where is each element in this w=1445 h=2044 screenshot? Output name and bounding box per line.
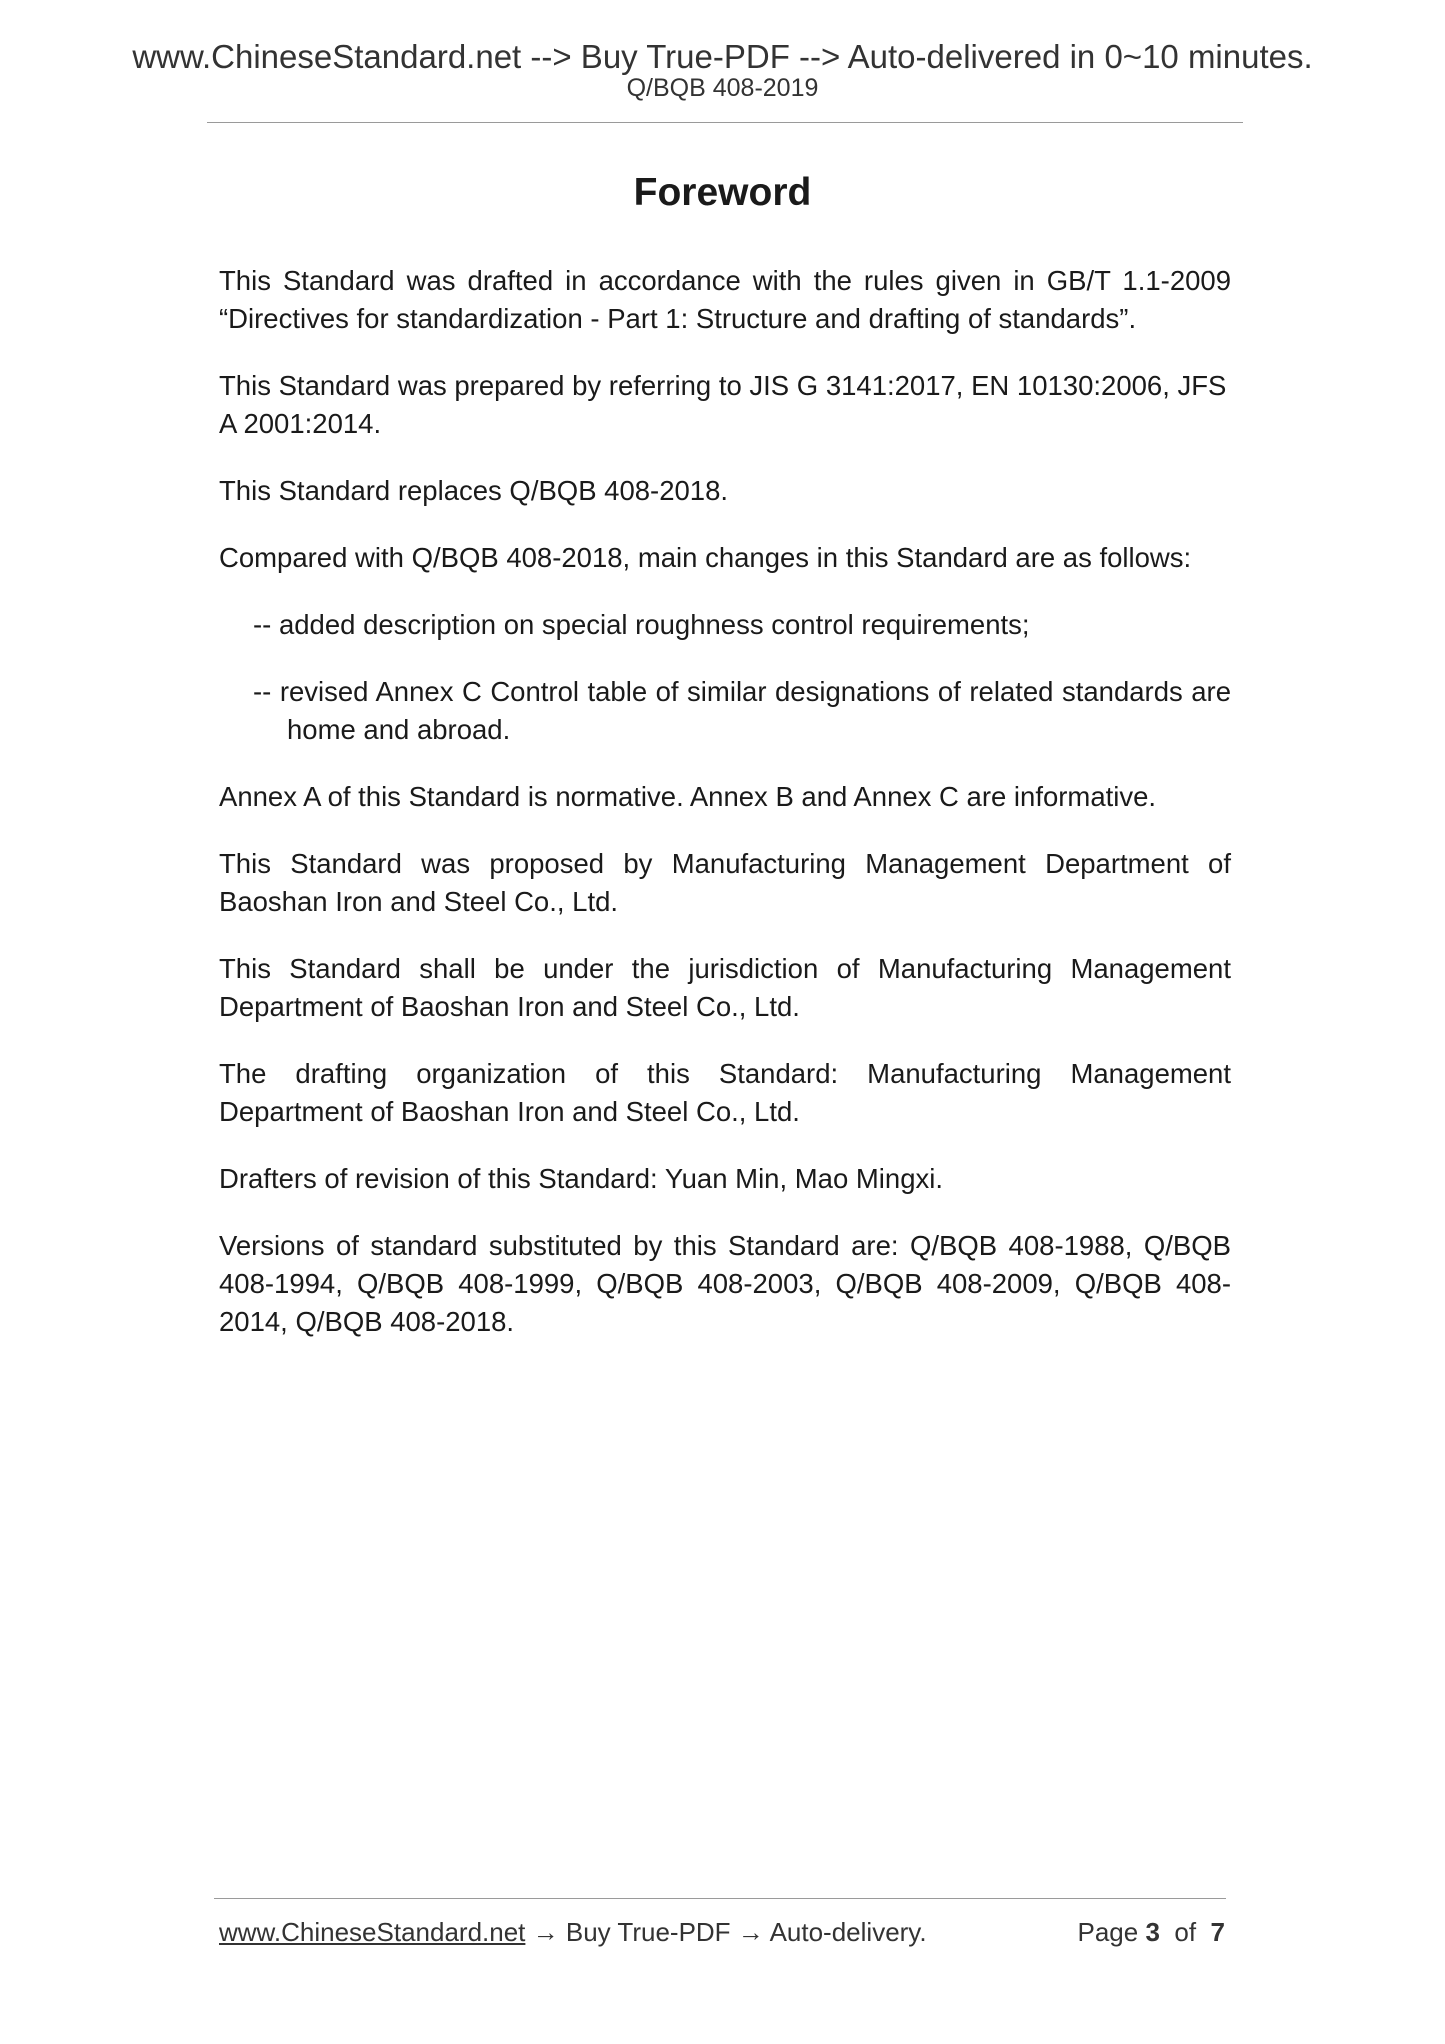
list-item-change: -- revised Annex C Control table of similar designations of related standards are home and abroad. [253,676,1231,745]
footer-divider [214,1898,1226,1899]
document-code: Q/BQB 408-2019 [626,74,819,102]
paragraph-drafting-organization: The drafting organization of this Standard: Manufacturing Management Department of Baoshan Iron and Steel Co., Ltd. [219,1058,1231,1127]
of-label: of [1174,1917,1197,1947]
paragraph-versions-substituted: Versions of standard substituted by this Standard are: Q/BQB 408-1988, Q/BQB 408-1994, Q/BQB 408-1999, Q/BQB 408-2003, Q/BQB 408-2009, Q/BQB 408-2014, Q/BQB 408-2018. [219,1230,1231,1337]
total-pages: 7 [1210,1917,1225,1947]
page-title: Foreword [633,171,812,214]
page-indicator [1078,1916,1226,1948]
paragraph-changes-intro: Compared with Q/BQB 408-2018, main changes in this Standard are as follows: [219,542,1192,573]
footer-tagline: → Buy True-PDF → Auto-delivery. [525,1917,927,1947]
footer-website-link[interactable]: www.ChineseStandard.net [219,1917,526,1947]
paragraph-references: This Standard was prepared by referring to JIS G 3141:2017, EN 10130:2006, JFS A 2001:2014. [219,370,1227,439]
paragraph-drafters: Drafters of revision of this Standard: Yuan Min, Mao Mingxi. [219,1163,943,1194]
footer-promo [219,1916,927,1948]
paragraph-drafting-rules: This Standard was drafted in accordance with the rules given in GB/T 1.1-2009 “Directives for standardization - Part 1: Structure and drafting of standards”. [219,265,1231,334]
paragraph-annexes: Annex A of this Standard is normative. Annex B and Annex C are informative. [219,781,1157,812]
top-banner: www.ChineseStandard.net --> Buy True-PDF --> Auto-delivered in 0~10 minutes. [132,38,1313,75]
paragraph-jurisdiction: This Standard shall be under the jurisdiction of Manufacturing Management Department of Baoshan Iron and Steel Co., Ltd. [219,953,1231,1022]
paragraph-replaces: This Standard replaces Q/BQB 408-2018. [219,475,729,506]
page-number: 3 [1145,1917,1160,1947]
foreword-body [219,262,1231,1370]
header-divider [207,122,1243,123]
paragraph-proposed-by: This Standard was proposed by Manufacturing Management Department of Baoshan Iron and Steel Co., Ltd. [219,848,1231,917]
list-item-change: -- added description on special roughness control requirements; [253,609,1030,640]
page-label: Page [1077,1917,1139,1947]
